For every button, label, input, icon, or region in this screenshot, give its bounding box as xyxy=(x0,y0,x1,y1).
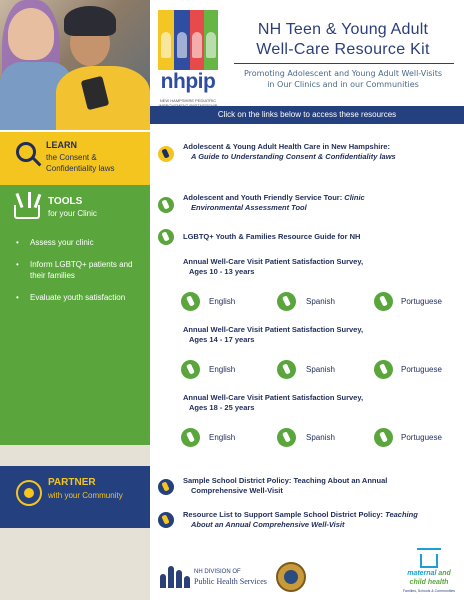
survey-14-17-english-link[interactable]: English xyxy=(209,365,236,374)
survey-10-13-portuguese-link[interactable]: Portuguese xyxy=(401,297,442,306)
tools-list xyxy=(16,237,144,314)
link-icon[interactable] xyxy=(374,428,393,447)
survey-18-25-title: Annual Well-Care Visit Patient Satisfaction Survey, Ages 18 - 25 years xyxy=(183,393,364,412)
mch-logo: maternal and child health Families, Schools & Communities xyxy=(398,554,460,598)
nh-dphs-logo xyxy=(160,558,270,596)
hero-photo xyxy=(0,0,150,130)
link-icon[interactable] xyxy=(158,479,174,495)
partner-heading: PARTNER xyxy=(48,477,96,488)
lgbtq-guide-link[interactable]: LGBTQ+ Youth & Families Resource Guide for NH xyxy=(183,232,361,241)
link-icon[interactable] xyxy=(181,360,200,379)
tools-text: for your Clinic xyxy=(48,209,97,218)
link-icon[interactable] xyxy=(158,146,174,162)
consent-guide-link[interactable]: Adolescent & Young Adult Health Care in New Hampshire: A Guide to Understanding Consent & Confidentiality laws xyxy=(183,142,396,161)
learn-text: the Consent & Confidentiality laws xyxy=(46,153,115,173)
link-icon[interactable] xyxy=(158,512,174,528)
link-icon[interactable] xyxy=(181,428,200,447)
page-title-line1: NH Teen & Young Adult xyxy=(257,21,429,38)
survey-10-13-spanish-link[interactable]: Spanish xyxy=(306,297,335,306)
survey-14-17-title: Annual Well-Care Visit Patient Satisfaction Survey, Ages 14 - 17 years xyxy=(183,325,364,344)
survey-14-17-portuguese-link[interactable]: Portuguese xyxy=(401,365,442,374)
service-tour-link[interactable]: Adolescent and Youth Friendly Service Tour: Clinic Environmental Assessment Tool xyxy=(183,193,365,212)
school-policy-link[interactable]: Sample School District Policy: Teaching About an Annual Comprehensive Well-Visit xyxy=(183,476,388,495)
survey-14-17-spanish-link[interactable]: Spanish xyxy=(306,365,335,374)
learn-heading: LEARN xyxy=(46,140,77,150)
partner-panel xyxy=(0,466,150,528)
community-icon xyxy=(16,480,42,506)
survey-18-25-english-link[interactable]: English xyxy=(209,433,236,442)
survey-10-13-english-link[interactable]: English xyxy=(209,297,236,306)
link-icon[interactable] xyxy=(277,428,296,447)
link-icon[interactable] xyxy=(374,292,393,311)
list-item: • Inform LGBTQ+ patients and their families xyxy=(16,259,144,281)
link-icon[interactable] xyxy=(277,360,296,379)
survey-18-25-spanish-link[interactable]: Spanish xyxy=(306,433,335,442)
link-icon[interactable] xyxy=(374,360,393,379)
state-seal-icon xyxy=(276,562,306,592)
list-item: • Assess your clinic xyxy=(16,237,144,248)
logo-text: nhpip xyxy=(160,70,216,93)
dhhs-line2: Public Health Services xyxy=(194,577,267,586)
title-divider xyxy=(234,63,454,64)
link-icon[interactable] xyxy=(158,229,174,245)
link-icon[interactable] xyxy=(277,292,296,311)
policy-resource-list-link[interactable]: Resource List to Support Sample School District Policy: Teaching About an Annual Comprehensive Well-Visit xyxy=(183,510,418,529)
instruction-banner: Click on the links below to access these resources xyxy=(150,106,464,124)
page-title-line2: Well-Care Resource Kit xyxy=(256,41,430,58)
learn-panel xyxy=(0,132,150,185)
survey-18-25-portuguese-link[interactable]: Portuguese xyxy=(401,433,442,442)
link-icon[interactable] xyxy=(158,197,174,213)
survey-10-13-title: Annual Well-Care Visit Patient Satisfaction Survey, Ages 10 - 13 years xyxy=(183,257,364,276)
page-subtitle: Promoting Adolescent and Young Adult Well-Visits in Our Clinics and in our Communities xyxy=(243,69,442,89)
tools-heading: TOOLS xyxy=(48,196,83,207)
partner-text: with your Community xyxy=(48,491,123,500)
logo-tagline: NEW HAMPSHIRE PEDIATRIC xyxy=(159,98,217,103)
list-item: • Evaluate youth satisfaction xyxy=(16,292,144,303)
link-icon[interactable] xyxy=(181,292,200,311)
tools-panel xyxy=(0,185,150,445)
dhhs-line1: NH DIVISION OF xyxy=(194,569,241,575)
